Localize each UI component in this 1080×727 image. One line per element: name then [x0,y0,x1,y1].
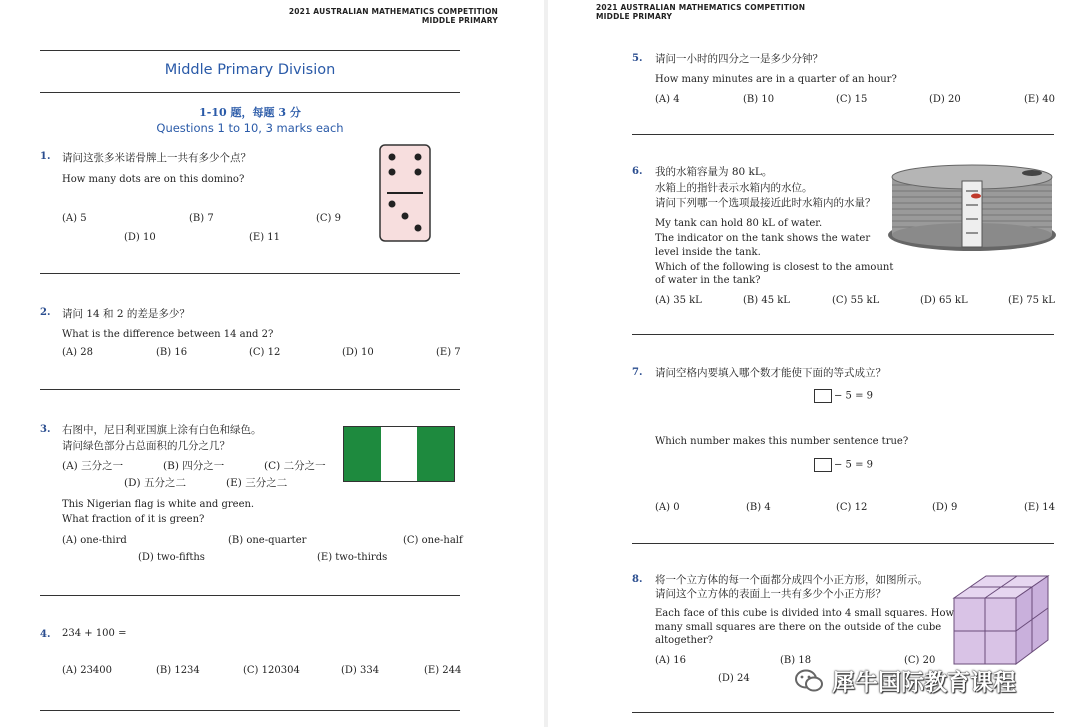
answer-option: (D) 24 [718,673,750,684]
divider [40,595,460,596]
question-expression: 234 + 100 = [62,628,127,639]
answer-option-zh: (E) 三分之二 [226,477,288,489]
answer-option: (C) 12 [249,347,281,358]
answer-option-zh: (A) 三分之一 [62,460,124,472]
wechat-icon [794,668,824,694]
answer-option: (E) 11 [249,232,281,243]
question-text-zh: 请问下列哪一个选项最接近此时水箱内的水量？ [655,197,876,209]
divider [632,712,1054,713]
answer-option: (A) 35 kL [655,295,702,306]
header-level: MIDDLE PRIMARY [596,12,673,21]
answer-option: (C) 12 [836,502,868,513]
answer-option: (B) 45 kL [743,295,790,306]
divider [632,334,1054,335]
question-text-en: of water in the tank? [655,275,761,286]
answer-option: (D) 334 [341,665,380,676]
divider [40,389,460,390]
question-number: 6. [632,166,643,177]
question-text-en: level inside the tank. [655,247,761,258]
domino-image [379,144,431,242]
answer-option: (E) 75 kL [1008,295,1055,306]
header-level: MIDDLE PRIMARY [421,16,498,25]
answer-option: (B) 18 [780,655,812,666]
answer-option: (D) 9 [932,502,958,513]
answer-option: (A) 5 [62,213,87,224]
question-text-en: Which of the following is closest to the amount [655,262,894,273]
question-text-en: Each face of this cube is divided into 4 small squares. How [655,608,955,619]
watermark-text: 犀牛国际教育课程 [832,670,1016,696]
answer-option: (D) 10 [342,347,374,358]
answer-option: (A) 23400 [62,665,113,676]
divider [40,710,460,711]
answer-option: (B) 1234 [156,665,200,676]
question-text-en: altogether? [655,635,714,646]
question-number: 4. [40,629,51,640]
answer-option: (D) 20 [929,94,961,105]
answer-option: (A) 28 [62,347,93,358]
question-text-zh: 右图中，尼日利亚国旗上涂有白色和绿色。 [62,424,262,436]
section-subtitle-en: Questions 1 to 10, 3 marks each [156,121,344,135]
answer-option: (E) two-thirds [317,552,388,563]
divider [40,50,460,51]
answer-option: (C) one-half [403,535,463,546]
answer-option: (B) one-quarter [228,535,307,546]
question-text-en: This Nigerian flag is white and green. [62,499,255,510]
cube-image [952,574,1050,666]
question-text-zh: 水箱上的指针表示水箱内的水位。 [655,182,813,194]
right-page [548,0,1080,727]
divider [40,92,460,93]
answer-option: (D) 65 kL [920,295,968,306]
answer-option: (E) 7 [436,347,461,358]
answer-option: (E) 244 [424,665,462,676]
answer-option: (B) 10 [743,94,775,105]
question-text-en: How many dots are on this domino? [62,174,245,185]
answer-option: (E) 40 [1024,94,1056,105]
answer-option-zh: (D) 五分之二 [124,477,186,489]
header-competition: 2021 AUSTRALIAN MATHEMATICS COMPETITION [288,7,498,16]
answer-option-zh: (B) 四分之一 [163,460,225,472]
question-text-zh: 将一个立方体的每一个面都分成四个小正方形，如图所示。 [655,574,928,586]
question-text-en: The indicator on the tank shows the water [655,233,871,244]
answer-option: (B) 16 [156,347,188,358]
question-text-en: What fraction of it is green? [62,514,205,525]
answer-option: (D) 10 [124,232,156,243]
answer-option: (D) two-fifths [138,552,205,563]
water-tank-image [886,163,1058,255]
question-number: 2. [40,307,51,318]
answer-option: (C) 15 [836,94,868,105]
question-number: 7. [632,367,643,378]
answer-option: (A) 16 [655,655,686,666]
page-header [596,3,805,21]
divider [632,134,1054,135]
answer-option: (C) 20 [904,655,936,666]
question-text-zh: 请问空格内要填入哪个数才能使下面的等式成立？ [655,367,886,379]
blank-box [814,458,832,472]
blank-box [814,389,832,403]
equation: − 5 = 9 [814,458,873,472]
question-text-en: How many minutes are in a quarter of an hour? [655,74,897,85]
answer-option: (C) 55 kL [832,295,880,306]
page-header [289,7,498,25]
answer-option: (C) 120304 [243,665,300,676]
answer-option: (B) 7 [189,213,214,224]
question-text-en: What is the difference between 14 and 2? [62,329,274,340]
watermark [794,664,1016,697]
nigerian-flag-image [343,426,455,482]
division-title: Middle Primary Division [164,62,336,78]
question-text-zh: 请问这个立方体的表面上一共有多少个小正方形？ [655,588,886,600]
section-subtitle-zh: 1-10 题，每题 3 分 [199,106,301,119]
question-number: 1. [40,151,51,162]
question-number: 8. [632,574,643,585]
question-text-en: many small squares are there on the outside of the cube [655,622,942,633]
question-text-zh: 我的水箱容量为 80 kL。 [655,166,773,178]
question-text-en: Which number makes this number sentence true? [655,436,909,447]
answer-option: (E) 14 [1024,502,1056,513]
answer-option-zh: (C) 二分之一 [264,460,326,472]
answer-option: (A) 0 [655,502,680,513]
equation: − 5 = 9 [814,389,873,403]
question-text-zh: 请问这张多米诺骨牌上一共有多少个点？ [62,152,251,164]
question-number: 3. [40,424,51,435]
answer-option: (A) 4 [655,94,680,105]
divider [632,543,1054,544]
question-text-zh: 请问 14 和 2 的差是多少？ [62,308,190,320]
answer-option: (C) 9 [316,213,341,224]
answer-option: (B) 4 [746,502,771,513]
header-competition: 2021 AUSTRALIAN MATHEMATICS COMPETITION [596,3,806,12]
divider [40,273,460,274]
answer-option: (A) one-third [62,535,127,546]
question-number: 5. [632,53,643,64]
question-text-zh: 请问一小时的四分之一是多少分钟？ [655,53,823,65]
question-text-zh: 请问绿色部分占总面积的几分之几？ [62,440,230,452]
question-text-en: My tank can hold 80 kL of water. [655,218,823,229]
